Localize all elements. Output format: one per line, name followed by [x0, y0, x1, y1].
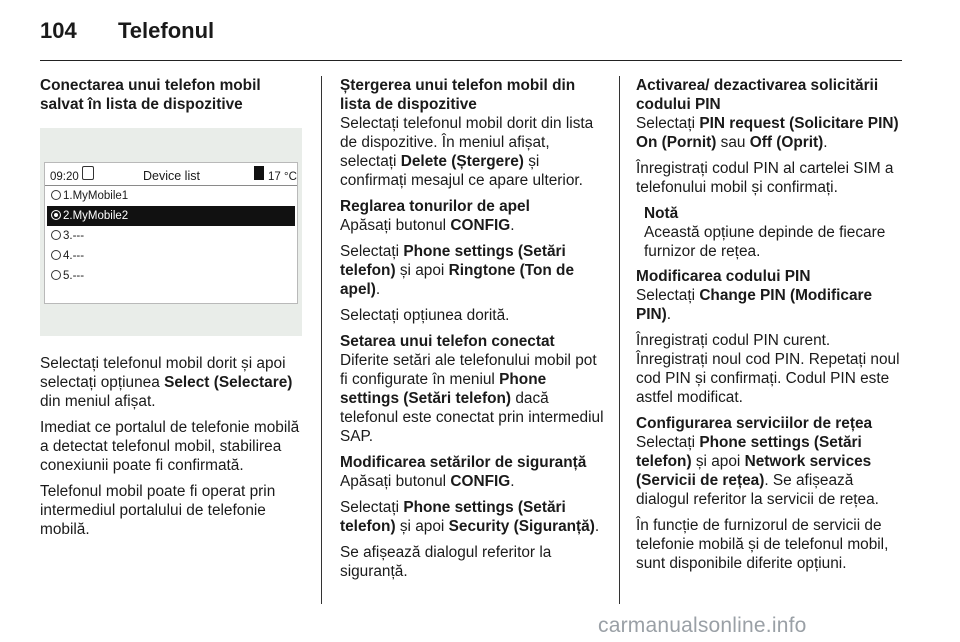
- paragraph: Selectați PIN request (Solicitare PIN) On (Pornit) sau Off (Oprit).: [636, 115, 899, 151]
- paragraph: Înregistrați noul cod PIN. Repetați noul cod PIN și confirmați. Codul PIN este astfel modificat.: [636, 351, 900, 406]
- column-3: [636, 76, 904, 580]
- paragraph: Diferite setări ale telefonului mobil pot fi configurate în meniul Phone settings (Setări telefon) dacă telefonul este conectat prin intermediul SAP.: [340, 352, 604, 445]
- paragraph: Înregistrați codul PIN curent.: [636, 332, 831, 349]
- section-heading-pin-request: Activarea/ dezactivarea solicitării codului PIN: [636, 77, 879, 113]
- section-heading-change-pin: Modificarea codului PIN: [636, 268, 811, 285]
- paragraph: În funcție de furnizorul de servicii de telefonie mobilă și de telefonul mobil, sunt disponibile diferite opțiuni.: [636, 517, 889, 572]
- paragraph: Apăsați butonul CONFIG.: [340, 473, 515, 490]
- paragraph: Selectați telefonul mobil dorit și apoi selectați opțiunea Select (Selectare) din meniul afișat.: [40, 355, 293, 410]
- watermark: carmanualsonline.info: [598, 614, 807, 637]
- radio-selected-icon: [51, 210, 61, 220]
- page-title: Telefonul: [118, 18, 215, 43]
- device-list-item-selected: 2.MyMobile2: [47, 206, 295, 226]
- paragraph: Telefonul mobil poate fi operat prin intermediul portalului de telefonie mobilă.: [40, 483, 276, 538]
- column-divider-1: [321, 76, 322, 604]
- paragraph: Selectați Phone settings (Setări telefon) și apoi Security (Siguranță).: [340, 499, 600, 535]
- paragraph: Selectați Change PIN (Modificare PIN).: [636, 287, 873, 323]
- column-2: [340, 76, 605, 588]
- paragraph: Se afișează dialogul referitor la siguranță.: [340, 544, 552, 580]
- paragraph: Selectați opțiunea dorită.: [340, 307, 510, 324]
- device-list-illustration: [40, 128, 302, 336]
- device-list-item: 4.---: [45, 246, 297, 266]
- note-text: Această opțiune depinde de fiecare furnizor de rețea.: [644, 224, 886, 260]
- page-number: 104: [40, 18, 77, 43]
- header-rule: [40, 60, 902, 61]
- paragraph: Selectați Phone settings (Setări telefon) și apoi Network services (Servicii de rețea). Se afișează dialogul referitor la servicii de rețea.: [636, 434, 879, 508]
- column-1: [40, 76, 308, 546]
- page-header: [40, 18, 214, 44]
- section-heading-security: Modificarea setărilor de siguranță: [340, 454, 587, 471]
- note-title: Notă: [644, 205, 679, 222]
- paragraph: Selectați Phone settings (Setări telefon) și apoi Ringtone (Ton de apel).: [340, 243, 575, 298]
- radio-icon: [51, 270, 61, 280]
- paragraph: Selectați telefonul mobil dorit din lista de dispozitive. În meniul afișat, selectați Delete (Ștergere) și confirmați mesajul ce apare ulterior.: [340, 115, 594, 189]
- device-list-item: 1.MyMobile1: [45, 186, 297, 206]
- screen-status-bar: [45, 163, 297, 186]
- section-heading-network-services: Configurarea serviciilor de rețea: [636, 415, 873, 432]
- device-list-item: 5.---: [45, 266, 297, 286]
- radio-icon: [51, 250, 61, 260]
- screen-title: Device list: [143, 169, 200, 183]
- column-divider-2: [619, 76, 620, 604]
- section-heading-ringtone: Reglarea tonurilor de apel: [340, 198, 530, 215]
- paragraph: Înregistrați codul PIN al cartelei SIM a telefonului mobil și confirmați.: [636, 160, 894, 196]
- device-screen: [44, 162, 298, 304]
- section-heading-delete: Ștergerea unui telefon mobil din lista de dispozitive: [340, 77, 576, 113]
- radio-icon: [51, 190, 61, 200]
- device-list-item: 3.---: [45, 226, 297, 246]
- section-heading-connected-phone: Setarea unui telefon conectat: [340, 333, 555, 350]
- radio-icon: [51, 230, 61, 240]
- signal-icon: [254, 166, 264, 180]
- phone-icon: [82, 166, 94, 180]
- screen-temperature: 17 °C: [268, 171, 297, 183]
- note-box: [636, 204, 904, 261]
- paragraph: Apăsați butonul CONFIG.: [340, 217, 515, 234]
- section-heading-connect: Conectarea unui telefon mobil salvat în lista de dispozitive: [40, 77, 261, 113]
- paragraph: Imediat ce portalul de telefonie mobilă a detectat telefonul mobil, stabilirea conexiunii poate fi confirmată.: [40, 419, 300, 474]
- screen-time: 09:20: [50, 171, 79, 183]
